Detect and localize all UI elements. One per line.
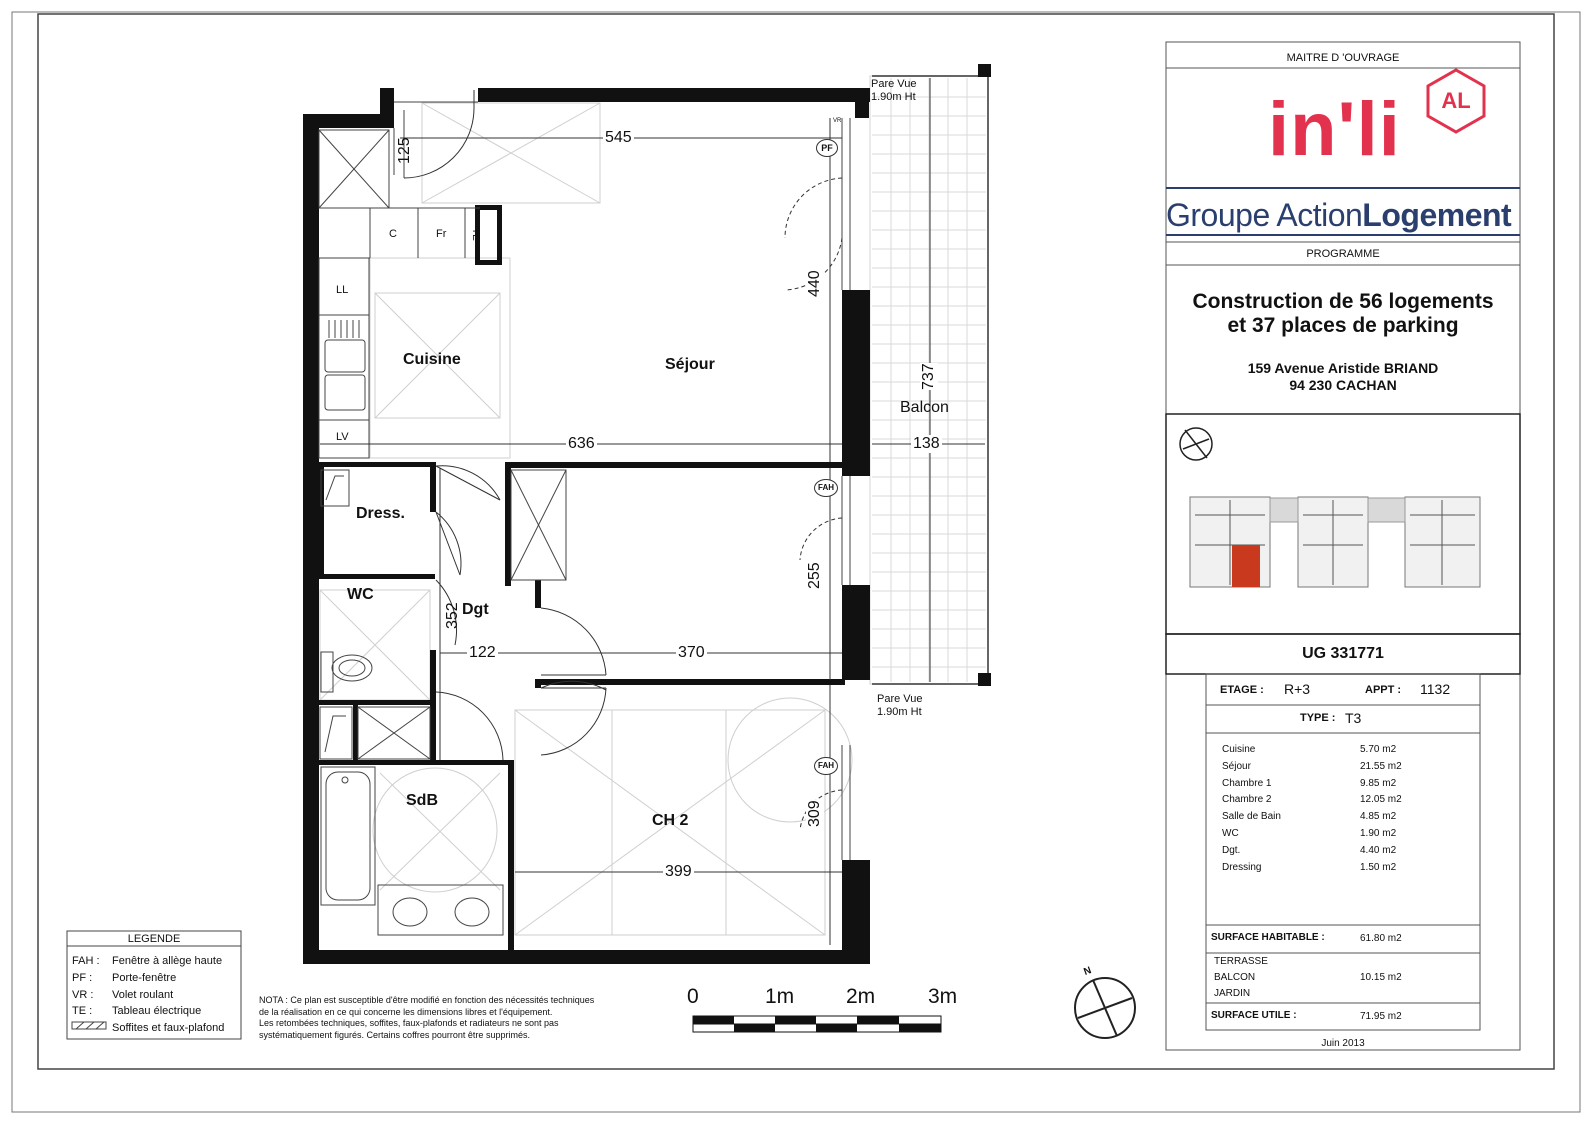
room-area-list — [1222, 742, 1472, 876]
room-area: 12.05 m2 — [1360, 794, 1402, 806]
type-label: TYPE : — [1300, 712, 1336, 724]
ug-number: UG 331771 — [1302, 645, 1384, 662]
fixture-c: C — [389, 228, 397, 240]
scale-label-0: 0 — [687, 985, 699, 1008]
type-value: T3 — [1345, 710, 1362, 726]
legend-title: LEGENDE — [127, 933, 181, 945]
pare-vue-bottom — [877, 693, 922, 719]
dim-440: 440 — [806, 270, 823, 297]
badge-pf: PF — [816, 139, 838, 157]
room-name: Séjour — [1222, 760, 1251, 772]
room-name: Salle de Bain — [1222, 811, 1281, 823]
room-name: Dgt. — [1222, 844, 1241, 856]
scale-bar — [693, 1016, 941, 1032]
surface-habitable-value: 61.80 m2 — [1360, 933, 1402, 944]
legend-text: Porte-fenêtre — [112, 971, 177, 984]
pare-vue-top-line1: Pare Vue — [871, 78, 917, 90]
appt-label: APPT : — [1365, 684, 1402, 696]
appt-value: 1132 — [1420, 681, 1451, 697]
room-name: Dressing — [1222, 861, 1262, 873]
room-area: 1.90 m2 — [1360, 827, 1397, 839]
room-label-ch2: CH 2 — [652, 812, 689, 829]
room-label-sdb: SdB — [406, 792, 438, 809]
site-plan-thumbnail — [1180, 428, 1480, 587]
room-row — [1222, 759, 1472, 776]
fixture-lv: LV — [336, 431, 349, 443]
logo-badge-text: AL — [1441, 88, 1471, 113]
inli-logo-text: in'li — [1268, 87, 1401, 172]
dim-399: 399 — [665, 863, 692, 880]
fixture-fr: Fr — [436, 228, 447, 240]
room-area: 5.70 m2 — [1360, 744, 1397, 755]
room-row — [1222, 742, 1472, 759]
badge-fah-1: FAH — [814, 479, 838, 497]
room-label-dgt: Dgt — [462, 601, 489, 618]
legend-key: PF : — [72, 971, 93, 984]
programme-title-1: Construction de 56 logements — [1192, 290, 1494, 313]
dim-545: 545 — [605, 129, 632, 146]
legend-list — [72, 953, 224, 1037]
room-row — [1222, 776, 1472, 793]
pare-vue-top — [871, 78, 916, 104]
plan-note — [259, 995, 594, 1041]
room-area: 1.50 m2 — [1360, 861, 1397, 873]
badge-fah-2: FAH — [814, 757, 838, 775]
badge-vr: VR — [833, 118, 842, 124]
scale-label-1m: 1m — [765, 985, 795, 1008]
room-area: 4.85 m2 — [1360, 811, 1397, 823]
legend-text: Tableau électrique — [112, 1005, 202, 1018]
scale-label-2m: 2m — [846, 985, 876, 1008]
room-name: Cuisine — [1222, 744, 1256, 755]
dim-309: 309 — [806, 800, 823, 827]
dim-352: 352 — [444, 602, 461, 629]
room-label-cuisine: Cuisine — [403, 351, 461, 368]
legend-item — [72, 953, 224, 970]
legend-key: FAH : — [72, 955, 100, 967]
room-area: 21.55 m2 — [1360, 760, 1402, 772]
floor-plan — [303, 64, 991, 964]
etage-value: R+3 — [1284, 681, 1311, 697]
legend-item — [72, 1003, 224, 1020]
room-area: 9.85 m2 — [1360, 777, 1397, 789]
dim-370: 370 — [678, 644, 705, 661]
pare-vue-bottom-line1: Pare Vue — [877, 693, 923, 705]
jardin-label: JARDIN — [1214, 988, 1251, 999]
address-line-2: 94 230 CACHAN — [1289, 377, 1397, 393]
legend-text: Volet roulant — [112, 988, 174, 1001]
balcon-label: BALCON — [1214, 972, 1256, 983]
plan-date: Juin 2013 — [1321, 1038, 1365, 1049]
north-label: N — [1082, 965, 1093, 978]
fixture-ll: LL — [336, 284, 349, 296]
balcon-value: 10.15 m2 — [1360, 972, 1402, 983]
room-row — [1222, 826, 1472, 843]
room-label-wc: WC — [347, 586, 374, 603]
scale-label-3m: 3m — [928, 985, 958, 1008]
note-line: systématiquement figurés. Certains coffres pourront être supprimés. — [259, 1029, 530, 1040]
room-name: Chambre 2 — [1222, 794, 1272, 806]
pare-vue-top-line2: 1.90m Ht — [871, 91, 916, 103]
surface-utile-value: 71.95 m2 — [1360, 1011, 1402, 1022]
dim-138: 138 — [913, 435, 940, 452]
room-label-sejour: Séjour — [665, 356, 715, 373]
programme-heading: PROGRAMME — [1306, 248, 1380, 260]
dim-737: 737 — [920, 363, 937, 390]
terrasse-label: TERRASSE — [1214, 956, 1268, 967]
group-logo-text — [1166, 197, 1520, 234]
room-label-balcon: Balcon — [900, 399, 949, 416]
north-arrow-icon — [1075, 978, 1135, 1038]
legend-item — [72, 987, 224, 1004]
room-row — [1222, 843, 1472, 860]
room-label-dressing: Dress. — [356, 505, 405, 522]
group-logo-text-1: Groupe Action — [1166, 197, 1363, 233]
legend-item — [72, 1020, 224, 1037]
room-row — [1222, 860, 1472, 877]
room-area: 4.40 m2 — [1360, 844, 1397, 856]
address-line-1: 159 Avenue Aristide BRIAND — [1247, 360, 1439, 376]
etage-label: ETAGE : — [1220, 684, 1264, 696]
room-name: WC — [1222, 827, 1239, 839]
programme-title-2: et 37 places de parking — [1227, 314, 1459, 337]
surface-habitable-label: SURFACE HABITABLE : — [1211, 932, 1325, 943]
owner-heading: MAITRE D 'OUVRAGE — [1286, 52, 1400, 64]
note-line: Les retombées techniques, soffites, faux-plafonds et radiateurs ne sont pas — [259, 1018, 559, 1028]
group-logo-text-2: Logement — [1362, 197, 1512, 233]
dim-255: 255 — [806, 562, 823, 589]
fixture-te: TE — [470, 228, 481, 241]
legend-item — [72, 970, 224, 987]
legend-key: TE : — [72, 1005, 93, 1018]
note-line: NOTA : Ce plan est susceptible d'être modifié en fonction des nécessités techniques — [259, 995, 595, 1005]
legend-key: VR : — [72, 988, 94, 1001]
dim-125: 125 — [396, 137, 413, 164]
room-name: Chambre 1 — [1222, 777, 1272, 789]
pare-vue-bottom-line2: 1.90m Ht — [877, 706, 922, 718]
surface-utile-label: SURFACE UTILE : — [1211, 1010, 1297, 1021]
dim-122: 122 — [469, 644, 496, 661]
note-line: de la réalisation en ce qui concerne les dimensions libres et l'équipement. — [259, 1006, 553, 1017]
dim-636: 636 — [568, 435, 595, 452]
apartment-highlight — [1232, 545, 1260, 587]
room-row — [1222, 809, 1472, 826]
legend-text: Fenêtre à allège haute — [112, 955, 223, 967]
room-row — [1222, 792, 1472, 809]
legend-text: Soffites et faux-plafond — [112, 1022, 225, 1035]
